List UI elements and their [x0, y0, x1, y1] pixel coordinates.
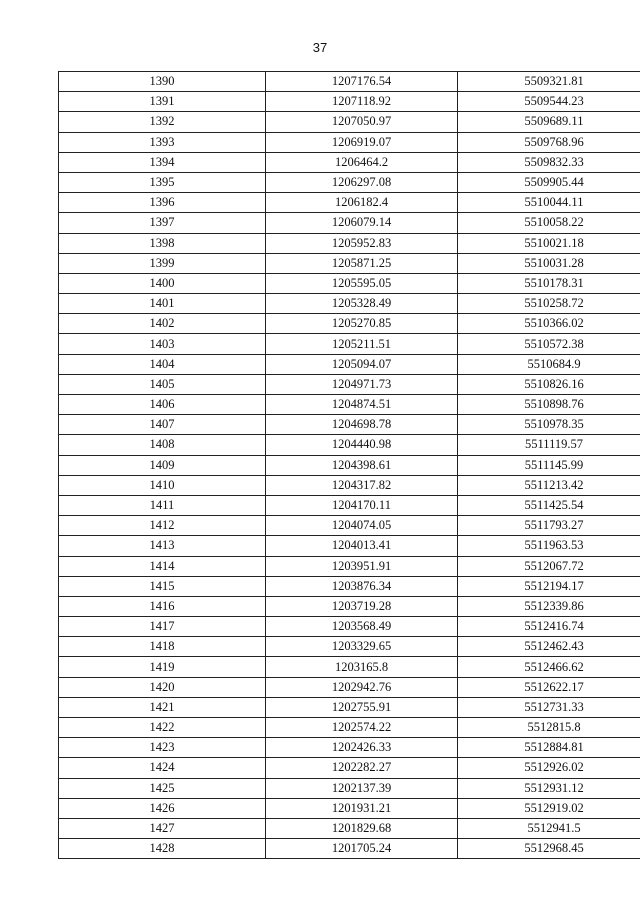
- table-row: [59, 233, 640, 253]
- table-row: [59, 172, 640, 192]
- table-row: [59, 576, 640, 596]
- y-coordinate-cell: 5509832.33: [458, 152, 640, 172]
- x-coordinate-cell: 1203876.34: [266, 576, 458, 596]
- x-coordinate-cell: 1203568.49: [266, 617, 458, 637]
- point-number-cell: 1426: [59, 798, 266, 818]
- x-coordinate-cell: 1205595.05: [266, 273, 458, 293]
- table-row: [59, 718, 640, 738]
- y-coordinate-cell: 5512416.74: [458, 617, 640, 637]
- point-number-cell: 1425: [59, 778, 266, 798]
- x-coordinate-cell: 1205952.83: [266, 233, 458, 253]
- point-number-cell: 1395: [59, 172, 266, 192]
- point-number-cell: 1415: [59, 576, 266, 596]
- point-number-cell: 1390: [59, 72, 266, 92]
- table-row: [59, 253, 640, 273]
- point-number-cell: 1410: [59, 475, 266, 495]
- x-coordinate-cell: 1202282.27: [266, 758, 458, 778]
- table-row: [59, 334, 640, 354]
- table-row: [59, 193, 640, 213]
- point-number-cell: 1420: [59, 677, 266, 697]
- y-coordinate-cell: 5511425.54: [458, 495, 640, 515]
- y-coordinate-cell: 5510572.38: [458, 334, 640, 354]
- point-number-cell: 1422: [59, 718, 266, 738]
- y-coordinate-cell: 5509689.11: [458, 112, 640, 132]
- page-number: 37: [312, 40, 328, 55]
- x-coordinate-cell: 1203951.91: [266, 556, 458, 576]
- x-coordinate-cell: 1204971.73: [266, 374, 458, 394]
- point-number-cell: 1392: [59, 112, 266, 132]
- x-coordinate-cell: 1206182.4: [266, 193, 458, 213]
- table-row: [59, 495, 640, 515]
- table-row: [59, 738, 640, 758]
- x-coordinate-cell: 1203329.65: [266, 637, 458, 657]
- table-row: [59, 273, 640, 293]
- table-row: [59, 92, 640, 112]
- x-coordinate-cell: 1204170.11: [266, 495, 458, 515]
- y-coordinate-cell: 5512466.62: [458, 657, 640, 677]
- point-number-cell: 1414: [59, 556, 266, 576]
- table-row: [59, 617, 640, 637]
- x-coordinate-cell: 1207118.92: [266, 92, 458, 112]
- point-number-cell: 1417: [59, 617, 266, 637]
- table-row: [59, 536, 640, 556]
- y-coordinate-cell: 5509768.96: [458, 132, 640, 152]
- x-coordinate-cell: 1202942.76: [266, 677, 458, 697]
- y-coordinate-cell: 5509544.23: [458, 92, 640, 112]
- point-number-cell: 1424: [59, 758, 266, 778]
- y-coordinate-cell: 5512931.12: [458, 778, 640, 798]
- y-coordinate-cell: 5512815.8: [458, 718, 640, 738]
- y-coordinate-cell: 5510021.18: [458, 233, 640, 253]
- point-number-cell: 1427: [59, 818, 266, 838]
- table-body: [59, 72, 640, 859]
- point-number-cell: 1398: [59, 233, 266, 253]
- x-coordinate-cell: 1204398.61: [266, 455, 458, 475]
- y-coordinate-cell: 5512919.02: [458, 798, 640, 818]
- y-coordinate-cell: 5511793.27: [458, 516, 640, 536]
- x-coordinate-cell: 1206919.07: [266, 132, 458, 152]
- x-coordinate-cell: 1202426.33: [266, 738, 458, 758]
- y-coordinate-cell: 5512968.45: [458, 839, 640, 859]
- y-coordinate-cell: 5510031.28: [458, 253, 640, 273]
- y-coordinate-cell: 5511213.42: [458, 475, 640, 495]
- x-coordinate-cell: 1203719.28: [266, 596, 458, 616]
- point-number-cell: 1405: [59, 374, 266, 394]
- point-number-cell: 1404: [59, 354, 266, 374]
- x-coordinate-cell: 1202137.39: [266, 778, 458, 798]
- x-coordinate-cell: 1204874.51: [266, 395, 458, 415]
- table-row: [59, 697, 640, 717]
- y-coordinate-cell: 5510178.31: [458, 273, 640, 293]
- table-row: [59, 556, 640, 576]
- x-coordinate-cell: 1206079.14: [266, 213, 458, 233]
- point-number-cell: 1412: [59, 516, 266, 536]
- x-coordinate-cell: 1201829.68: [266, 818, 458, 838]
- point-number-cell: 1421: [59, 697, 266, 717]
- x-coordinate-cell: 1202574.22: [266, 718, 458, 738]
- point-number-cell: 1423: [59, 738, 266, 758]
- y-coordinate-cell: 5512884.81: [458, 738, 640, 758]
- x-coordinate-cell: 1203165.8: [266, 657, 458, 677]
- point-number-cell: 1418: [59, 637, 266, 657]
- y-coordinate-cell: 5512067.72: [458, 556, 640, 576]
- x-coordinate-cell: 1205871.25: [266, 253, 458, 273]
- table-row: [59, 415, 640, 435]
- point-number-cell: 1391: [59, 92, 266, 112]
- point-number-cell: 1428: [59, 839, 266, 859]
- table-row: [59, 294, 640, 314]
- y-coordinate-cell: 5512941.5: [458, 818, 640, 838]
- y-coordinate-cell: 5510366.02: [458, 314, 640, 334]
- table-row: [59, 72, 640, 92]
- table-row: [59, 314, 640, 334]
- table-row: [59, 132, 640, 152]
- x-coordinate-cell: 1204013.41: [266, 536, 458, 556]
- point-number-cell: 1394: [59, 152, 266, 172]
- table-row: [59, 374, 640, 394]
- y-coordinate-cell: 5511145.99: [458, 455, 640, 475]
- y-coordinate-cell: 5510044.11: [458, 193, 640, 213]
- table-row: [59, 395, 640, 415]
- point-number-cell: 1401: [59, 294, 266, 314]
- y-coordinate-cell: 5512194.17: [458, 576, 640, 596]
- table-row: [59, 596, 640, 616]
- x-coordinate-cell: 1202755.91: [266, 697, 458, 717]
- table-row: [59, 213, 640, 233]
- y-coordinate-cell: 5511963.53: [458, 536, 640, 556]
- point-number-cell: 1399: [59, 253, 266, 273]
- point-number-cell: 1403: [59, 334, 266, 354]
- x-coordinate-cell: 1206464.2: [266, 152, 458, 172]
- point-number-cell: 1400: [59, 273, 266, 293]
- table-row: [59, 516, 640, 536]
- y-coordinate-cell: 5510058.22: [458, 213, 640, 233]
- y-coordinate-cell: 5509321.81: [458, 72, 640, 92]
- table-row: [59, 152, 640, 172]
- table-row: [59, 637, 640, 657]
- coordinates-table: [58, 71, 640, 859]
- point-number-cell: 1409: [59, 455, 266, 475]
- y-coordinate-cell: 5511119.57: [458, 435, 640, 455]
- x-coordinate-cell: 1207050.97: [266, 112, 458, 132]
- table-row: [59, 778, 640, 798]
- point-number-cell: 1413: [59, 536, 266, 556]
- point-number-cell: 1397: [59, 213, 266, 233]
- x-coordinate-cell: 1204440.98: [266, 435, 458, 455]
- table-row: [59, 354, 640, 374]
- x-coordinate-cell: 1205328.49: [266, 294, 458, 314]
- y-coordinate-cell: 5512731.33: [458, 697, 640, 717]
- point-number-cell: 1411: [59, 495, 266, 515]
- x-coordinate-cell: 1205094.07: [266, 354, 458, 374]
- table-row: [59, 677, 640, 697]
- point-number-cell: 1408: [59, 435, 266, 455]
- table-row: [59, 818, 640, 838]
- y-coordinate-cell: 5512339.86: [458, 596, 640, 616]
- x-coordinate-cell: 1204317.82: [266, 475, 458, 495]
- table-row: [59, 475, 640, 495]
- table-row: [59, 657, 640, 677]
- y-coordinate-cell: 5510826.16: [458, 374, 640, 394]
- table-row: [59, 758, 640, 778]
- point-number-cell: 1393: [59, 132, 266, 152]
- table-row: [59, 798, 640, 818]
- x-coordinate-cell: 1204698.78: [266, 415, 458, 435]
- x-coordinate-cell: 1207176.54: [266, 72, 458, 92]
- x-coordinate-cell: 1201705.24: [266, 839, 458, 859]
- x-coordinate-cell: 1206297.08: [266, 172, 458, 192]
- point-number-cell: 1406: [59, 395, 266, 415]
- point-number-cell: 1416: [59, 596, 266, 616]
- y-coordinate-cell: 5509905.44: [458, 172, 640, 192]
- y-coordinate-cell: 5512622.17: [458, 677, 640, 697]
- point-number-cell: 1402: [59, 314, 266, 334]
- x-coordinate-cell: 1204074.05: [266, 516, 458, 536]
- y-coordinate-cell: 5510684.9: [458, 354, 640, 374]
- y-coordinate-cell: 5510978.35: [458, 415, 640, 435]
- point-number-cell: 1396: [59, 193, 266, 213]
- y-coordinate-cell: 5510258.72: [458, 294, 640, 314]
- x-coordinate-cell: 1201931.21: [266, 798, 458, 818]
- y-coordinate-cell: 5510898.76: [458, 395, 640, 415]
- table-row: [59, 455, 640, 475]
- x-coordinate-cell: 1205211.51: [266, 334, 458, 354]
- table-row: [59, 435, 640, 455]
- x-coordinate-cell: 1205270.85: [266, 314, 458, 334]
- point-number-cell: 1407: [59, 415, 266, 435]
- y-coordinate-cell: 5512462.43: [458, 637, 640, 657]
- point-number-cell: 1419: [59, 657, 266, 677]
- table-row: [59, 839, 640, 859]
- y-coordinate-cell: 5512926.02: [458, 758, 640, 778]
- table-row: [59, 112, 640, 132]
